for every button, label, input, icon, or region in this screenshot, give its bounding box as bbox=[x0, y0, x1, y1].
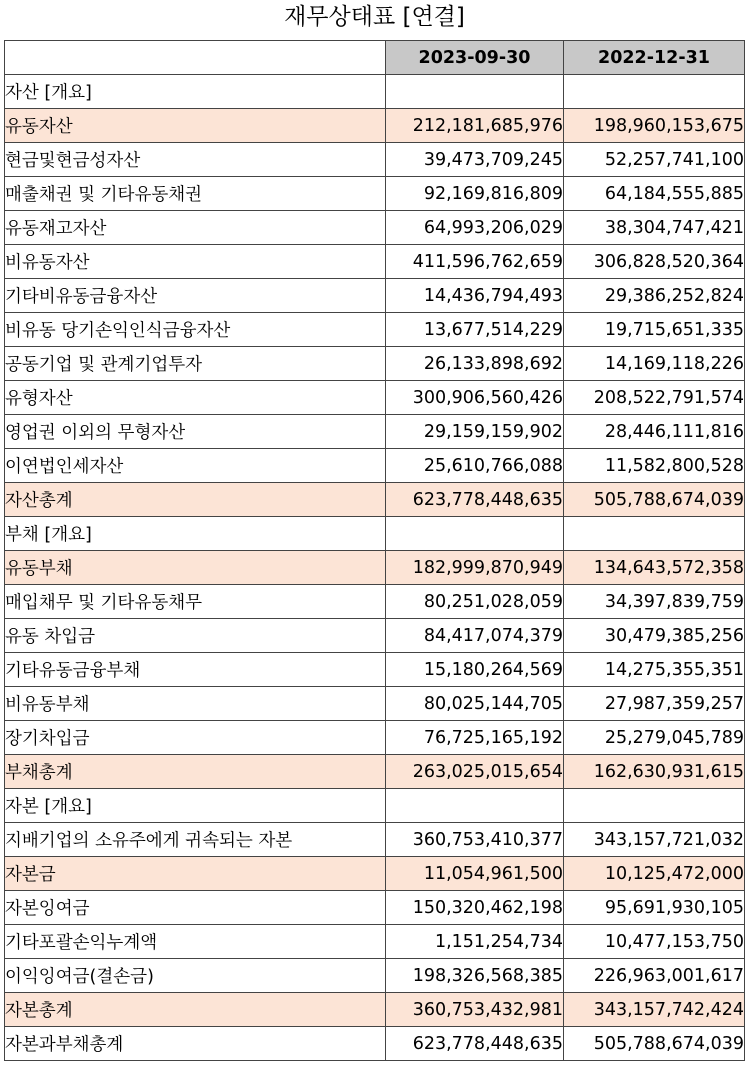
row-label: 비유동 당기손익인식금융자산 bbox=[5, 313, 386, 347]
value-2022-12-31: 64,184,555,885 bbox=[564, 177, 745, 211]
value-2022-12-31: 30,479,385,256 bbox=[564, 619, 745, 653]
row-label: 자본과부채총계 bbox=[5, 1027, 386, 1061]
value-2023-09-30: 360,753,432,981 bbox=[386, 993, 564, 1027]
value-2022-12-31: 306,828,520,364 bbox=[564, 245, 745, 279]
value-2022-12-31: 198,960,153,675 bbox=[564, 109, 745, 143]
value-2022-12-31: 34,397,839,759 bbox=[564, 585, 745, 619]
table-row bbox=[5, 653, 745, 687]
table-row bbox=[5, 517, 745, 551]
row-label: 이익잉여금(결손금) bbox=[5, 959, 386, 993]
value-2022-12-31: 11,582,800,528 bbox=[564, 449, 745, 483]
value-2022-12-31: 38,304,747,421 bbox=[564, 211, 745, 245]
value-2023-09-30: 198,326,568,385 bbox=[386, 959, 564, 993]
value-2022-12-31: 505,788,674,039 bbox=[564, 1027, 745, 1061]
row-label: 유동부채 bbox=[5, 551, 386, 585]
value-2023-09-30: 92,169,816,809 bbox=[386, 177, 564, 211]
value-2023-09-30: 411,596,762,659 bbox=[386, 245, 564, 279]
table-row bbox=[5, 789, 745, 823]
row-label: 매출채권 및 기타유동채권 bbox=[5, 177, 386, 211]
value-2022-12-31: 226,963,001,617 bbox=[564, 959, 745, 993]
row-label: 장기차입금 bbox=[5, 721, 386, 755]
value-2023-09-30 bbox=[386, 789, 564, 823]
header-row bbox=[5, 41, 745, 75]
table-row bbox=[5, 585, 745, 619]
value-2022-12-31: 14,275,355,351 bbox=[564, 653, 745, 687]
value-2022-12-31: 14,169,118,226 bbox=[564, 347, 745, 381]
value-2022-12-31: 19,715,651,335 bbox=[564, 313, 745, 347]
row-label: 유동 차입금 bbox=[5, 619, 386, 653]
value-2023-09-30: 150,320,462,198 bbox=[386, 891, 564, 925]
row-label: 유동자산 bbox=[5, 109, 386, 143]
value-2023-09-30: 1,151,254,734 bbox=[386, 925, 564, 959]
value-2023-09-30: 80,251,028,059 bbox=[386, 585, 564, 619]
table-row bbox=[5, 75, 745, 109]
table-body bbox=[5, 75, 745, 1061]
table-row bbox=[5, 619, 745, 653]
value-2022-12-31 bbox=[564, 75, 745, 109]
value-2023-09-30: 25,610,766,088 bbox=[386, 449, 564, 483]
value-2023-09-30: 15,180,264,569 bbox=[386, 653, 564, 687]
value-2023-09-30: 263,025,015,654 bbox=[386, 755, 564, 789]
value-2023-09-30: 360,753,410,377 bbox=[386, 823, 564, 857]
table-row bbox=[5, 755, 745, 789]
row-label: 자본금 bbox=[5, 857, 386, 891]
value-2022-12-31: 208,522,791,574 bbox=[564, 381, 745, 415]
value-2023-09-30 bbox=[386, 75, 564, 109]
value-2023-09-30: 64,993,206,029 bbox=[386, 211, 564, 245]
value-2023-09-30: 14,436,794,493 bbox=[386, 279, 564, 313]
table-row bbox=[5, 959, 745, 993]
table-row bbox=[5, 245, 745, 279]
value-2022-12-31: 27,987,359,257 bbox=[564, 687, 745, 721]
table-row bbox=[5, 381, 745, 415]
value-2022-12-31 bbox=[564, 517, 745, 551]
table-row bbox=[5, 721, 745, 755]
row-label: 현금및현금성자산 bbox=[5, 143, 386, 177]
row-label: 자산총계 bbox=[5, 483, 386, 517]
value-2022-12-31: 162,630,931,615 bbox=[564, 755, 745, 789]
table-row bbox=[5, 211, 745, 245]
value-2022-12-31: 134,643,572,358 bbox=[564, 551, 745, 585]
row-label: 비유동부채 bbox=[5, 687, 386, 721]
row-label: 부채 [개요] bbox=[5, 517, 386, 551]
value-2023-09-30: 623,778,448,635 bbox=[386, 1027, 564, 1061]
value-2022-12-31: 10,477,153,750 bbox=[564, 925, 745, 959]
header-label-cell bbox=[5, 41, 386, 75]
value-2022-12-31: 28,446,111,816 bbox=[564, 415, 745, 449]
row-label: 자본잉여금 bbox=[5, 891, 386, 925]
value-2022-12-31: 52,257,741,100 bbox=[564, 143, 745, 177]
row-label: 기타포괄손익누계액 bbox=[5, 925, 386, 959]
row-label: 이연법인세자산 bbox=[5, 449, 386, 483]
value-2023-09-30: 26,133,898,692 bbox=[386, 347, 564, 381]
table-row bbox=[5, 1027, 745, 1061]
value-2023-09-30: 76,725,165,192 bbox=[386, 721, 564, 755]
value-2023-09-30: 11,054,961,500 bbox=[386, 857, 564, 891]
table-row bbox=[5, 347, 745, 381]
row-label: 부채총계 bbox=[5, 755, 386, 789]
row-label: 자산 [개요] bbox=[5, 75, 386, 109]
row-label: 매입채무 및 기타유동채무 bbox=[5, 585, 386, 619]
table-row bbox=[5, 449, 745, 483]
value-2022-12-31: 10,125,472,000 bbox=[564, 857, 745, 891]
value-2022-12-31: 29,386,252,824 bbox=[564, 279, 745, 313]
row-label: 기타유동금융부채 bbox=[5, 653, 386, 687]
value-2022-12-31 bbox=[564, 789, 745, 823]
header-date-current: 2023-09-30 bbox=[386, 41, 564, 75]
value-2023-09-30 bbox=[386, 517, 564, 551]
table-row bbox=[5, 687, 745, 721]
value-2023-09-30: 13,677,514,229 bbox=[386, 313, 564, 347]
row-label: 공동기업 및 관계기업투자 bbox=[5, 347, 386, 381]
row-label: 자본 [개요] bbox=[5, 789, 386, 823]
value-2023-09-30: 212,181,685,976 bbox=[386, 109, 564, 143]
value-2022-12-31: 25,279,045,789 bbox=[564, 721, 745, 755]
header-date-previous: 2022-12-31 bbox=[564, 41, 745, 75]
value-2023-09-30: 182,999,870,949 bbox=[386, 551, 564, 585]
table-row bbox=[5, 857, 745, 891]
table-row bbox=[5, 109, 745, 143]
value-2023-09-30: 29,159,159,902 bbox=[386, 415, 564, 449]
table-row bbox=[5, 483, 745, 517]
table-row bbox=[5, 415, 745, 449]
table-row bbox=[5, 551, 745, 585]
value-2023-09-30: 80,025,144,705 bbox=[386, 687, 564, 721]
table-row bbox=[5, 143, 745, 177]
table-row bbox=[5, 925, 745, 959]
value-2022-12-31: 343,157,742,424 bbox=[564, 993, 745, 1027]
table-row bbox=[5, 891, 745, 925]
row-label: 지배기업의 소유주에게 귀속되는 자본 bbox=[5, 823, 386, 857]
row-label: 기타비유동금융자산 bbox=[5, 279, 386, 313]
balance-sheet-table bbox=[4, 40, 745, 1061]
table-row bbox=[5, 177, 745, 211]
table-row bbox=[5, 279, 745, 313]
row-label: 비유동자산 bbox=[5, 245, 386, 279]
value-2023-09-30: 84,417,074,379 bbox=[386, 619, 564, 653]
table-row bbox=[5, 993, 745, 1027]
value-2022-12-31: 505,788,674,039 bbox=[564, 483, 745, 517]
value-2022-12-31: 95,691,930,105 bbox=[564, 891, 745, 925]
value-2023-09-30: 300,906,560,426 bbox=[386, 381, 564, 415]
row-label: 자본총계 bbox=[5, 993, 386, 1027]
value-2023-09-30: 39,473,709,245 bbox=[386, 143, 564, 177]
row-label: 유동재고자산 bbox=[5, 211, 386, 245]
page-title: 재무상태표 [연결] bbox=[284, 4, 465, 30]
row-label: 영업권 이외의 무형자산 bbox=[5, 415, 386, 449]
table-row bbox=[5, 823, 745, 857]
row-label: 유형자산 bbox=[5, 381, 386, 415]
table-row bbox=[5, 313, 745, 347]
value-2022-12-31: 343,157,721,032 bbox=[564, 823, 745, 857]
value-2023-09-30: 623,778,448,635 bbox=[386, 483, 564, 517]
